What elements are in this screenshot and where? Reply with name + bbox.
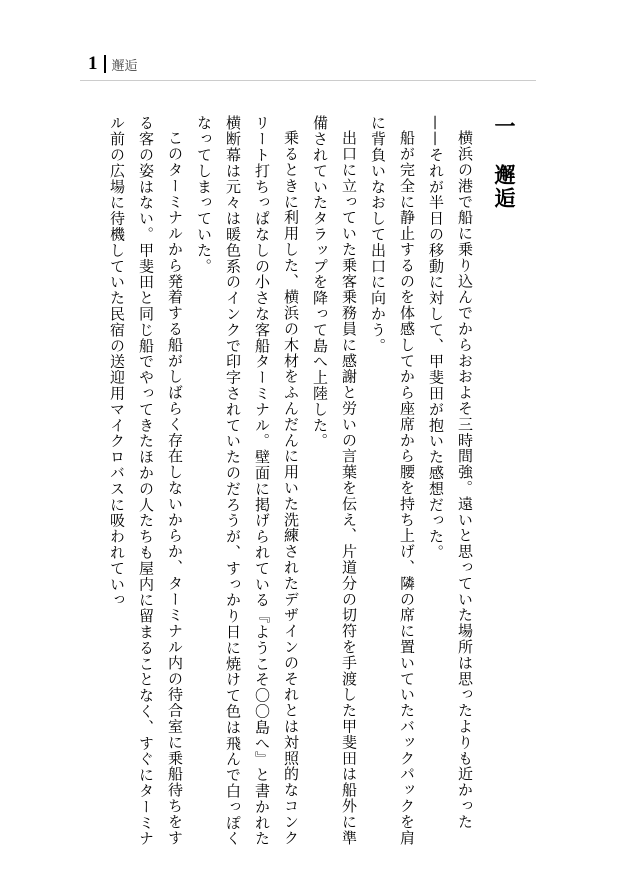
page-body bbox=[102, 115, 529, 850]
chapter-heading-title: 邂逅 bbox=[492, 164, 517, 210]
paragraph: 船が完全に静止するのを体感してから座席から腰を持ち上げ、隣の席に置いていたバックパックを肩に背負いなおして出口に向かう。 bbox=[369, 115, 416, 846]
header-chapter-title: 邂逅 bbox=[111, 58, 138, 74]
header-rule bbox=[80, 80, 536, 81]
chapter-heading-number: 一 bbox=[492, 115, 517, 138]
running-header bbox=[88, 53, 138, 75]
header-divider bbox=[104, 55, 106, 73]
paragraph: このターミナルから発着する船がしばらく存在しないからか、ターミナル内の待合室に乗船待ちをする客の姿はない。甲斐田と同じ船でやってきたほかの人たちも屋内に留まることなく、すぐにターミナル前の広場に待機していた民宿の送迎用マイクロバスに吸われていっ bbox=[108, 115, 184, 847]
header-chapter-number: 1 bbox=[88, 53, 98, 74]
paragraph: 出口に立っていた乗客乗務員に感謝と労いの言葉を伝え、片道分の切符を手渡した甲斐田は船外に準備されていたタラップを降って島へ上陸した。 bbox=[311, 115, 358, 846]
paragraph: 横浜の港で船に乗り込んでからおおよそ三時間強。遠いと思っていた場所は思ったよりも近かった——それが半日の移動に対して、甲斐田が抱いた感想だった。 bbox=[427, 115, 474, 830]
chapter-heading bbox=[479, 115, 529, 850]
paragraph: 乗るときに利用した、横浜の木材をふんだんに用いた洗練されたデザインのそれとは対照的なコンクリート打ちっぱなしの小さな客船ターミナル。壁面に掲げられている『ようこそ〇〇島へ』と書かれた横断幕は元々は暖色系のインクで印字されていたのだろうが、すっかり日に焼けて色は飛んで白っぽくなってしまっていた。 bbox=[195, 115, 300, 847]
